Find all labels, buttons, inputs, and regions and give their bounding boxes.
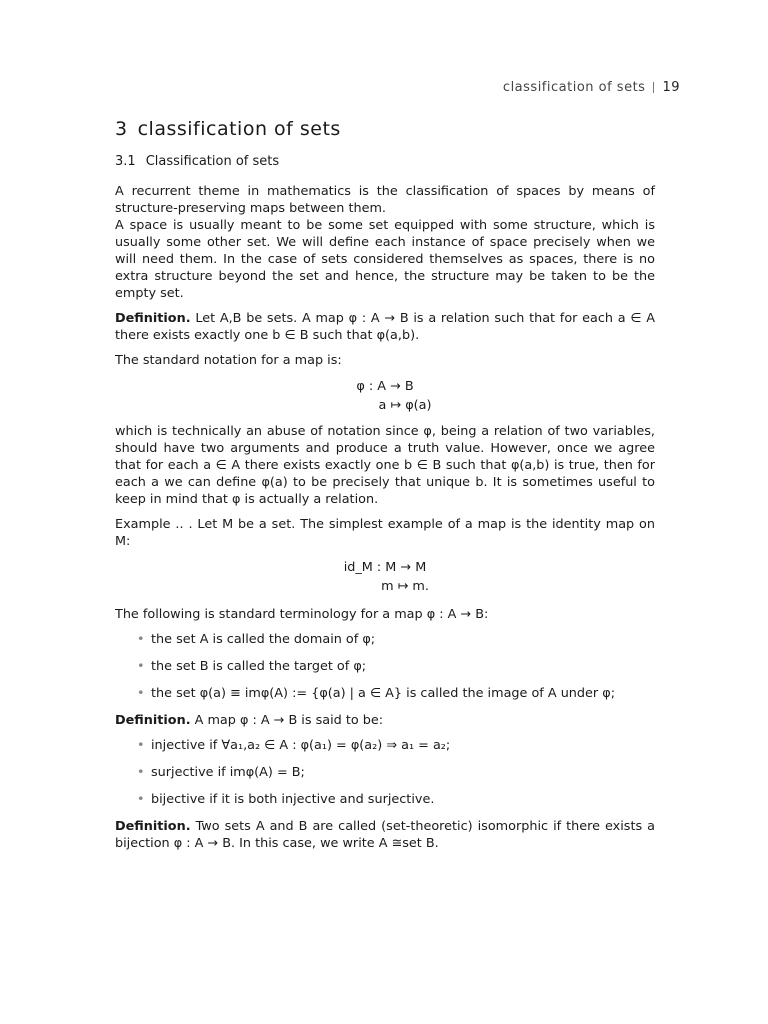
notation-intro: The standard notation for a map is: xyxy=(115,353,342,368)
definition-label: Definition. xyxy=(115,819,191,834)
definition-isomorphic xyxy=(115,818,655,852)
list-item-text: the set A is called the domain of φ; xyxy=(151,632,376,647)
list-item-text: the set B is called the target of φ; xyxy=(151,659,367,674)
bullet-icon: • xyxy=(137,738,145,753)
list-item-text: bijective if it is both injective and surjective. xyxy=(151,792,435,807)
running-head xyxy=(503,80,680,95)
example-identity-map: Example .. . Let M be a set. The simplest example of a map is the identity map on M: xyxy=(115,517,655,549)
display-line-2: m ↦ m. xyxy=(381,579,429,594)
bullet-icon: • xyxy=(137,686,145,701)
page-body xyxy=(115,118,655,860)
display-line-2: a ↦ φ(a) xyxy=(378,398,432,413)
header-divider xyxy=(653,82,654,93)
section-heading xyxy=(115,118,655,140)
list-item xyxy=(137,685,655,702)
list-item xyxy=(137,737,655,754)
map-notation-display xyxy=(115,377,655,415)
subsection-heading xyxy=(115,154,655,169)
subsection-number: 3.1 xyxy=(115,154,136,169)
list-item-text: the set φ(a) ≡ imφ(A) := {φ(a) | a ∈ A} is called the image of A under φ; xyxy=(151,686,615,701)
subsection-title: Classification of sets xyxy=(145,154,280,169)
section-number: 3 xyxy=(115,118,128,140)
intro-paragraph-1: A recurrent theme in mathematics is the classification of spaces by means of structure-preserving maps between them. xyxy=(115,184,655,216)
bullet-icon: • xyxy=(137,792,145,807)
list-item xyxy=(137,791,655,808)
display-line-1: φ : A → B xyxy=(356,379,414,394)
definition-text: A map φ : A → B is said to be: xyxy=(194,713,384,728)
intro-paragraph-2: A space is usually meant to be some set equipped with some structure, which is usually some other set. We will define each instance of space precisely when we will need them. In the case of sets considered themselves as spaces, there is no extra structure beyond the set and hence, the structure may be taken to be the empty set. xyxy=(115,218,655,301)
section-title: classification of sets xyxy=(137,118,341,140)
definition-label: Definition. xyxy=(115,713,191,728)
bullet-icon: • xyxy=(137,659,145,674)
list-item xyxy=(137,658,655,675)
abuse-of-notation-paragraph: which is technically an abuse of notation since φ, being a relation of two variables, should have two arguments and produce a truth value. However, once we agree that for each a ∈ A there exists exactly one b ∈ B such that φ(a,b) is true, then for each a we can define φ(a) to be precisely that unique b. It is sometimes useful to keep in mind that φ is actually a relation. xyxy=(115,424,655,507)
list-item-text: surjective if imφ(A) = B; xyxy=(151,765,305,780)
list-item-text: injective if ∀a₁,a₂ ∈ A : φ(a₁) = φ(a₂) ⇒ a₁ = a₂; xyxy=(151,738,451,753)
terminology-list xyxy=(115,631,655,702)
page-number: 19 xyxy=(662,80,680,95)
definition-label: Definition. xyxy=(115,311,191,326)
bullet-icon: • xyxy=(137,632,145,647)
bullet-icon: • xyxy=(137,765,145,780)
definition-map xyxy=(115,310,655,344)
list-item xyxy=(137,631,655,648)
definition-text: Let A,B be sets. A map φ : A → B is a relation such that for each a ∈ A there exists exactly one b ∈ B such that φ(a,b). xyxy=(115,311,655,343)
list-item xyxy=(137,764,655,781)
running-title: classification of sets xyxy=(502,80,646,95)
definition-text: Two sets A and B are called (set-theoretic) isomorphic if there exists a bijection φ : A → B. In this case, we write A ≅set B. xyxy=(115,819,655,851)
definition-injective-surjective xyxy=(115,712,655,729)
identity-map-display xyxy=(115,558,655,596)
definition-list xyxy=(115,737,655,808)
display-line-1: id_M : M → M xyxy=(343,560,427,575)
terminology-intro: The following is standard terminology for a map φ : A → B: xyxy=(115,607,489,622)
